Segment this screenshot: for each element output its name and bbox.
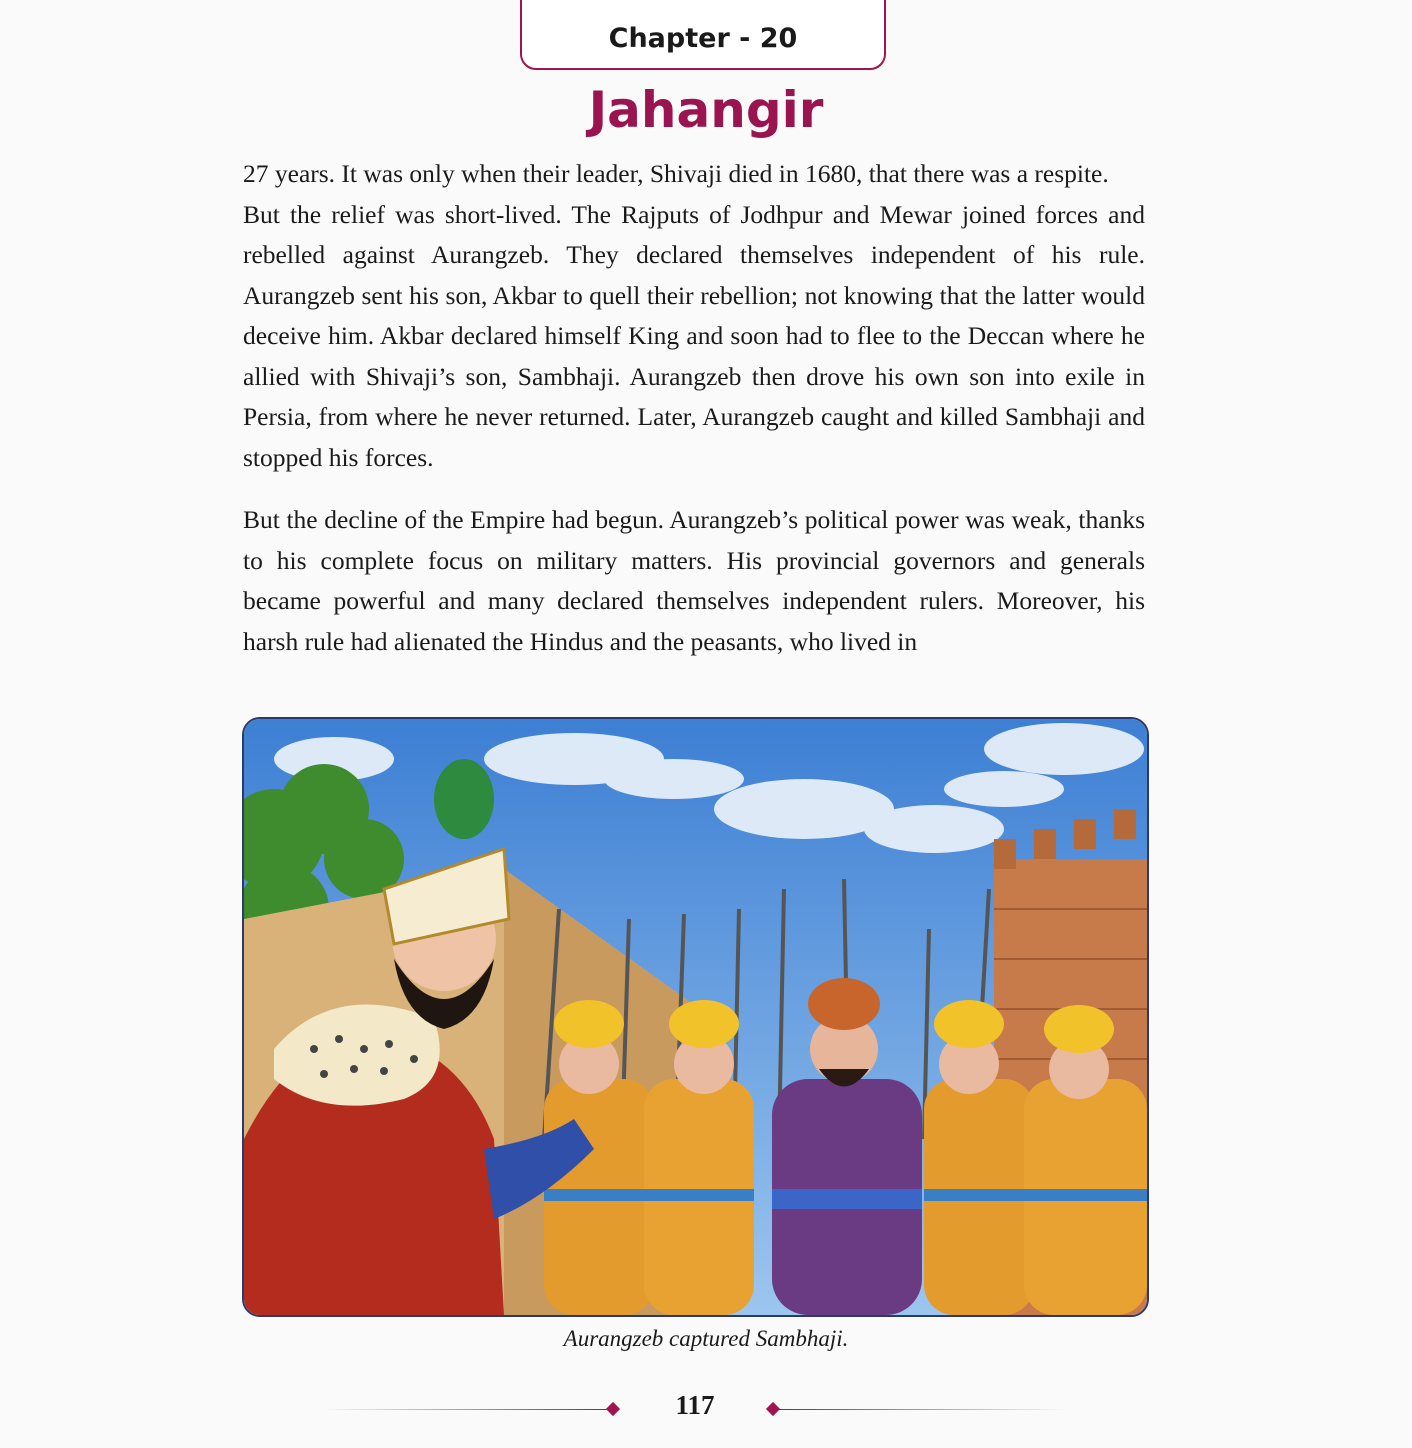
chapter-label: Chapter - 20 [608, 23, 798, 54]
body-text [243, 154, 1145, 662]
page-title: Jahangir [588, 81, 824, 139]
footer-rule-right [776, 1409, 1066, 1410]
chapter-tab [520, 0, 886, 70]
footer-diamond-left-icon [606, 1402, 620, 1416]
paragraph-2: But the relief was short-lived. The Rajputs of Jodhpur and Mewar joined forces and rebelled against Aurangzeb. They declared themselves independent of his rule. Aurangzeb sent his son, Akbar to quell their rebellion; not knowing that the latter would deceive him. Akbar declared himself King and soon had to flee to the Deccan where he allied with Shivaji’s son, Sambhaji. Aurangzeb then drove his own son into exile in Persia, from where he never returned. Later, Aurangzeb caught and killed Sambhaji and stopped his forces. [243, 199, 1145, 472]
figure-caption: Aurangzeb captured Sambhaji. [563, 1326, 849, 1351]
illustration-art [244, 719, 1147, 1315]
paragraph-3: But the decline of the Empire had begun. Aurangzeb’s political power was weak, thanks to his complete focus on military matters. His provincial governors and generals became powerful and many declared themselves independent rulers. Moreover, his harsh rule had alienated the Hindus and the peasants, who lived in [243, 505, 1145, 656]
footer-rule-left [322, 1409, 612, 1410]
page-number: 117 [675, 1390, 715, 1420]
illustration [242, 717, 1149, 1317]
paragraph-1: 27 years. It was only when their leader, Shivaji died in 1680, that there was a respite. [243, 159, 1109, 188]
